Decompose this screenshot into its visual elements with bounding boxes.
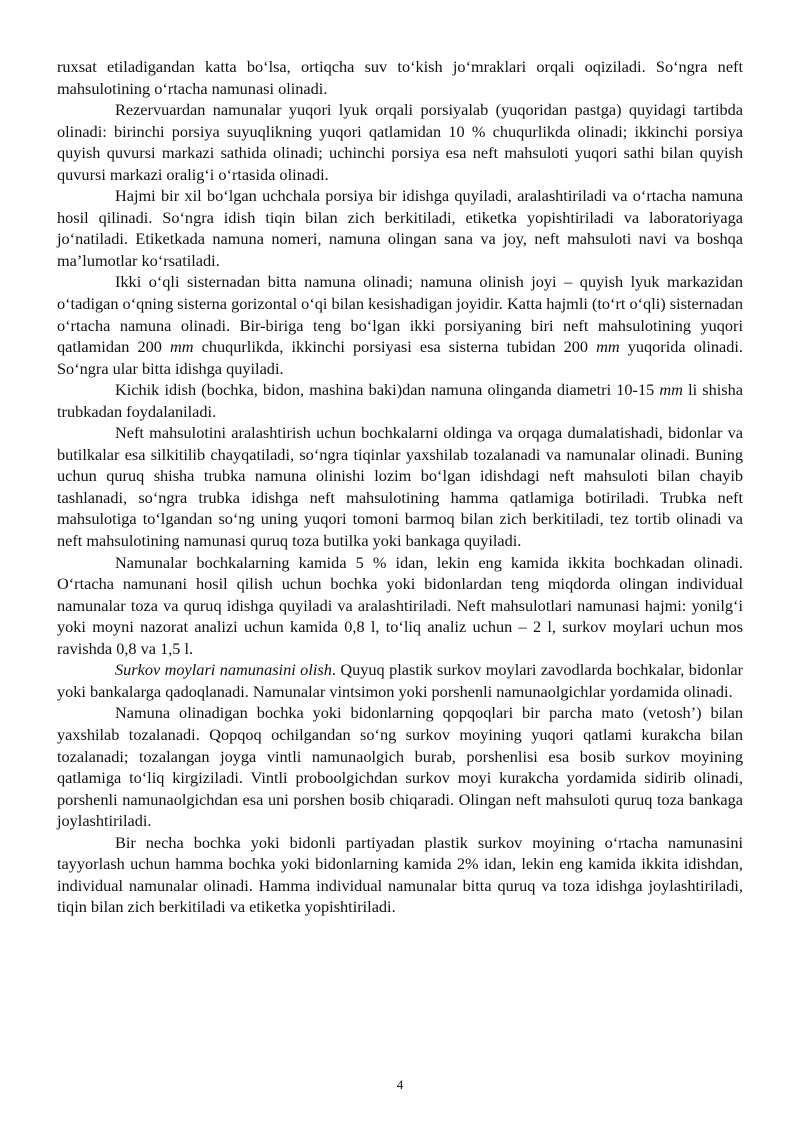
text-run: Bir necha bochka yoki bidonli partiyadan plastik surkov moyining oʻrtacha namunasini tayyorlash uchun hamma bochka yoki bidonlarning kamida 2% idan, lekin eng kamida ikkita idishdan, individual namunalar olinadi. Hamma individual namunalar bitta quruq va toza idishga joylashtiriladi, tiqin bilan zich berkitiladi va etiketka yopishtiriladi. (57, 832, 743, 917)
text-run: li shisha trubkadan foydalaniladi. (57, 380, 743, 421)
text-run: Rezervuardan namunalar yuqori lyuk orqali porsiyalab (yuqoridan pastga) quyidagi tartibda olinadi: birinchi porsiya suyuqlikning yuqori qatlamidan 10 % chuqurlikda olinadi; ikkinchi porsiya quyish quvursi markazi sathida olinadi; uchinchi porsiya esa neft mahsuloti yuqori sathi bilan quyish quvursi markazi oraligʻi oʻrtasida olinadi. (57, 100, 743, 184)
italic-text: mm (596, 337, 620, 357)
paragraph (57, 271, 743, 379)
paragraph (57, 832, 743, 918)
text-run: Hajmi bir xil boʻlgan uchchala porsiya bir idishga quyiladi, aralashtiriladi va oʻrtacha namuna hosil qilinadi. Soʻngra idish tiqin bilan zich berkitiladi, etiketka yopishtiriladi va laboratoriyaga joʻnatiladi. Etiketkada namuna nomeri, namuna olingan sana va joy, neft mahsuloti navi va boshqa maʼlumotlar koʻrsatiladi. (57, 186, 743, 270)
text-run: yuqorida olinadi. Soʻngra ular bitta idishga quyiladi. (57, 337, 743, 378)
text-run: Neft mahsulotini aralashtirish uchun bochkalarni oldinga va orqaga dumalatishadi, bidonlar va butilkalar esa silkitilib chayqatiladi, soʻngra tiqinlar yaxshilab tozalanadi va namunalar olinadi. Buning uchun quruq shisha trubka namuna olinishi lozim boʻlgan idishdagi neft mahsuloti bilan chayib tashlanadi, soʻngra trubka idishga neft mahsulotining hamma qatlamiga botiriladi. Trubka neft mahsulotiga toʻlgandan soʻng uning yuqori tomoni barmoq bilan zich berkitiladi, tez tortib olinadi va neft mahsulotining namunasi quruq toza butilka yoki bankaga quyiladi. (57, 423, 743, 551)
paragraph (57, 422, 743, 551)
text-run: Kichik idish (bochka, bidon, mashina baki)dan namuna olinganda diametri 10-15 (115, 380, 660, 400)
paragraph (57, 56, 743, 99)
text-run: ruxsat etiladigandan katta boʻlsa, ortiqcha suv toʻkish joʻmraklari orqali oqiziladi. Soʻngra neft mahsulotining oʻrtacha namunasi olinadi. (57, 57, 743, 98)
text-run: Namuna olinadigan bochka yoki bidonlarning qopqoqlari bir parcha mato (vetoshʼ) bilan yaxshilab tozalanadi. Qopqoq ochilgandan soʻng surkov moyining yuqori qatlami kurakcha bilan tozalanadi; tozalangan joyga vintli namunaolgich burab, porshenlisi esa bosib surkov moyining qatlamiga toʻliq kirgiziladi. Vintli proboolgichdan surkov moyi kurakcha yordamida sidirib olinadi, porshenli namunaolgichdan esa uni porshen bosib chiqaradi. Olingan neft mahsuloti quruq toza bankaga joylashtiriladi. (57, 703, 743, 831)
paragraph (57, 702, 743, 831)
paragraph (57, 99, 743, 185)
document-body (57, 56, 743, 918)
paragraph (57, 659, 743, 702)
italic-text: mm (659, 380, 683, 400)
text-run: chuqurlikda, ikkinchi porsiyasi esa sisterna tubidan 200 (193, 337, 597, 357)
italic-text: Surkov moylari namunasini olish (115, 660, 332, 680)
text-run: . Quyuq plastik surkov moylari zavodlarda bochkalar, bidonlar yoki bankalarga qadoqlanadi. Namunalar vintsimon yoki porshenli namunaolgichlar yordamida olinadi. (57, 660, 743, 701)
paragraph (57, 379, 743, 422)
text-run: Namunalar bochkalarning kamida 5 % idan, lekin eng kamida ikkita bochkadan olinadi. Oʻrtacha namunani hosil qilish uchun bochka yoki bidonlardan teng miqdorda olingan individual namunalar toza va quruq idishga quyiladi va aralashtiriladi. Neft mahsulotlari namunasi hajmi: yonilgʻi yoki moyni nazorat analizi uchun kamida 0,8 l, toʻliq analiz uchun – 2 l, surkov moylari uchun mos ravishda 0,8 va 1,5 l. (57, 552, 743, 658)
paragraph (57, 185, 743, 271)
page-number: 4 (396, 1077, 404, 1092)
italic-text: mm (169, 337, 194, 357)
paragraph (57, 552, 743, 660)
text-run: Ikki oʻqli sisternadan bitta namuna olinadi; namuna olinish joyi – quyish lyuk markazidan oʻtadigan oʻqning sisterna gorizontal oʻqi bilan kesishadigan joyidir. Katta hajmli (toʻrt oʻqli) sisternadan oʻrtacha namuna olinadi. Bir-biriga teng boʻlgan ikki porsiyaning biri neft mahsulotining yuqori qatlamidan 200 (57, 272, 743, 357)
